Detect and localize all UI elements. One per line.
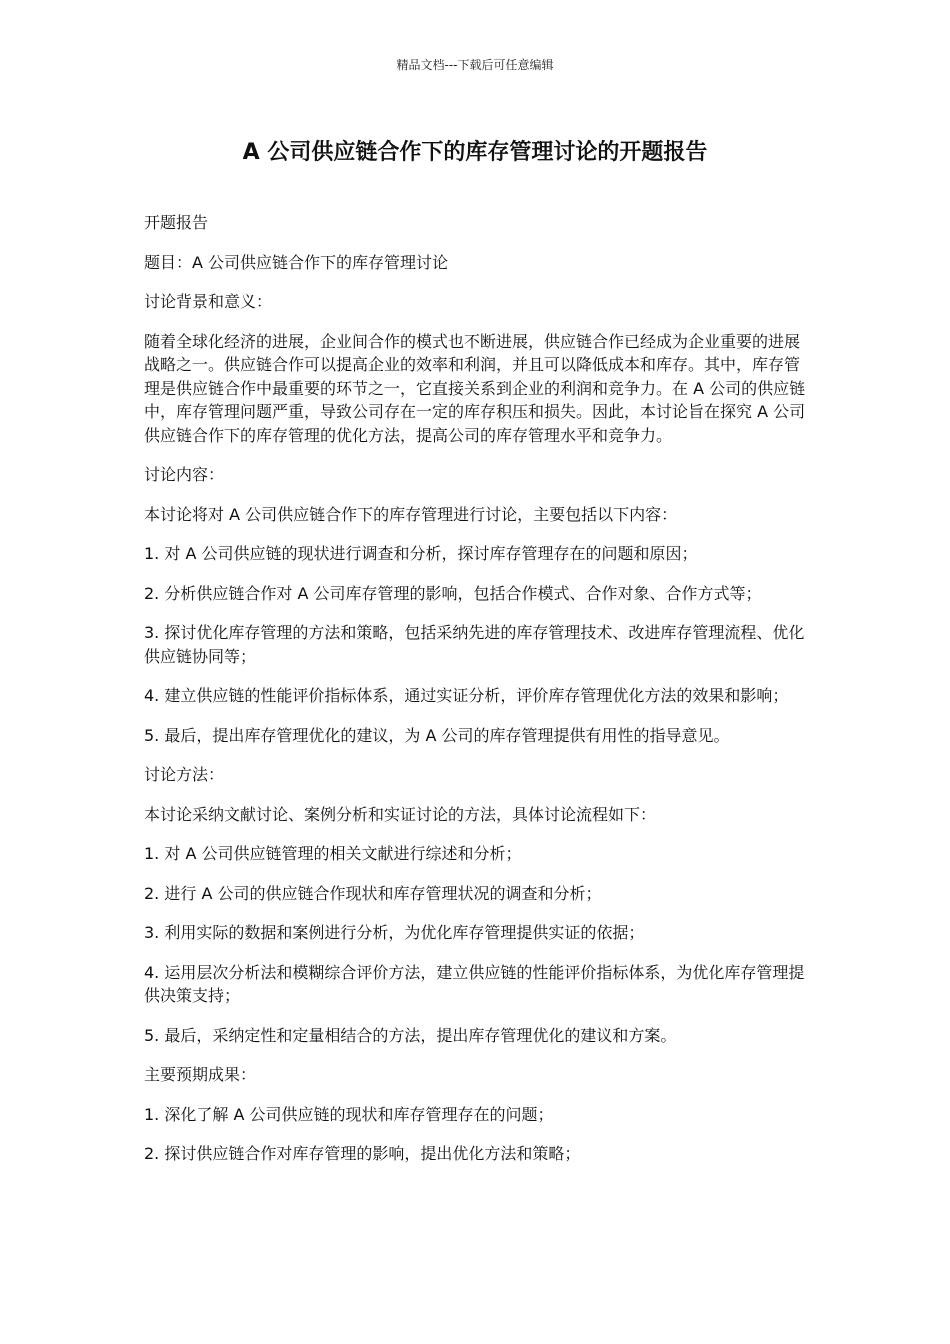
background-paragraph: 随着全球化经济的进展，企业间合作的模式也不断进展，供应链合作已经成为企业重要的进展战略之一。供应链合作可以提高企业的效率和利润，并且可以降低成本和库存。其中，库存管理是供应链合作中最重要的环节之一，它直接关系到企业的利润和竞争力。在 A 公司的供应链中，库存管理问题严重，导致公司存在一定的库存积压和损失。因此，本讨论旨在探究 A 公司供应链合作下的库存管理的优化方法，提高公司的库存管理水平和竞争力。 — [144, 331, 806, 445]
content-item-5: 5. 最后，提出库存管理优化的建议，为 A 公司的库存管理提供有用性的指导意见。 — [144, 725, 730, 745]
outcome-item-2: 2. 探讨供应链合作对库存管理的影响，提出优化方法和策略； — [144, 1144, 581, 1163]
method-item-4: 4. 运用层次分析法和模糊综合评价方法，建立供应链的性能评价指标体系，为优化库存管理提供决策支持； — [144, 962, 805, 1005]
method-item-3: 3. 利用实际的数据和案例进行分析，为优化库存管理提供实证的依据； — [144, 923, 645, 942]
document-body — [144, 211, 806, 1182]
content-item-1: 1. 对 A 公司供应链的现状进行调查和分析，探讨库存管理存在的问题和原因； — [144, 544, 698, 563]
method-item-2: 2. 进行 A 公司的供应链合作现状和库存管理状况的调查和分析； — [144, 883, 602, 903]
content-intro: 本讨论将对 A 公司供应链合作下的库存管理进行讨论，主要包括以下内容： — [144, 504, 678, 524]
content-item-2: 2. 分析供应链合作对 A 公司库存管理的影响，包括合作模式、合作对象、合作方式等； — [144, 583, 762, 603]
content-item-4: 4. 建立供应链的性能评价指标体系，通过实证分析，评价库存管理优化方法的效果和影响； — [144, 686, 789, 705]
section-label-report: 开题报告 — [144, 213, 209, 232]
section-heading-method: 讨论方法： — [144, 765, 225, 784]
section-heading-outcomes: 主要预期成果： — [144, 1065, 257, 1084]
method-item-5: 5. 最后，采纳定性和定量相结合的方法，提出库存管理优化的建议和方案。 — [144, 1025, 677, 1045]
topic-line: 题目：A 公司供应链合作下的库存管理讨论 — [144, 252, 449, 272]
page-header: 精品文档---下载后可任意编辑 — [396, 58, 554, 72]
content-item-3: 3. 探讨优化库存管理的方法和策略，包括采纳先进的库存管理技术、改进库存管理流程、优化供应链协同等； — [144, 623, 805, 666]
method-item-1: 1. 对 A 公司供应链管理的相关文献进行综述和分析； — [144, 844, 522, 863]
method-intro: 本讨论采纳文献讨论、案例分析和实证讨论的方法，具体讨论流程如下： — [144, 804, 657, 824]
outcome-item-1: 1. 深化了解 A 公司供应链的现状和库存管理存在的问题； — [144, 1104, 554, 1124]
section-heading-background: 讨论背景和意义： — [144, 292, 273, 311]
section-heading-content: 讨论内容： — [144, 465, 225, 484]
document-title: A 公司供应链合作下的库存管理讨论的开题报告 — [242, 140, 708, 165]
